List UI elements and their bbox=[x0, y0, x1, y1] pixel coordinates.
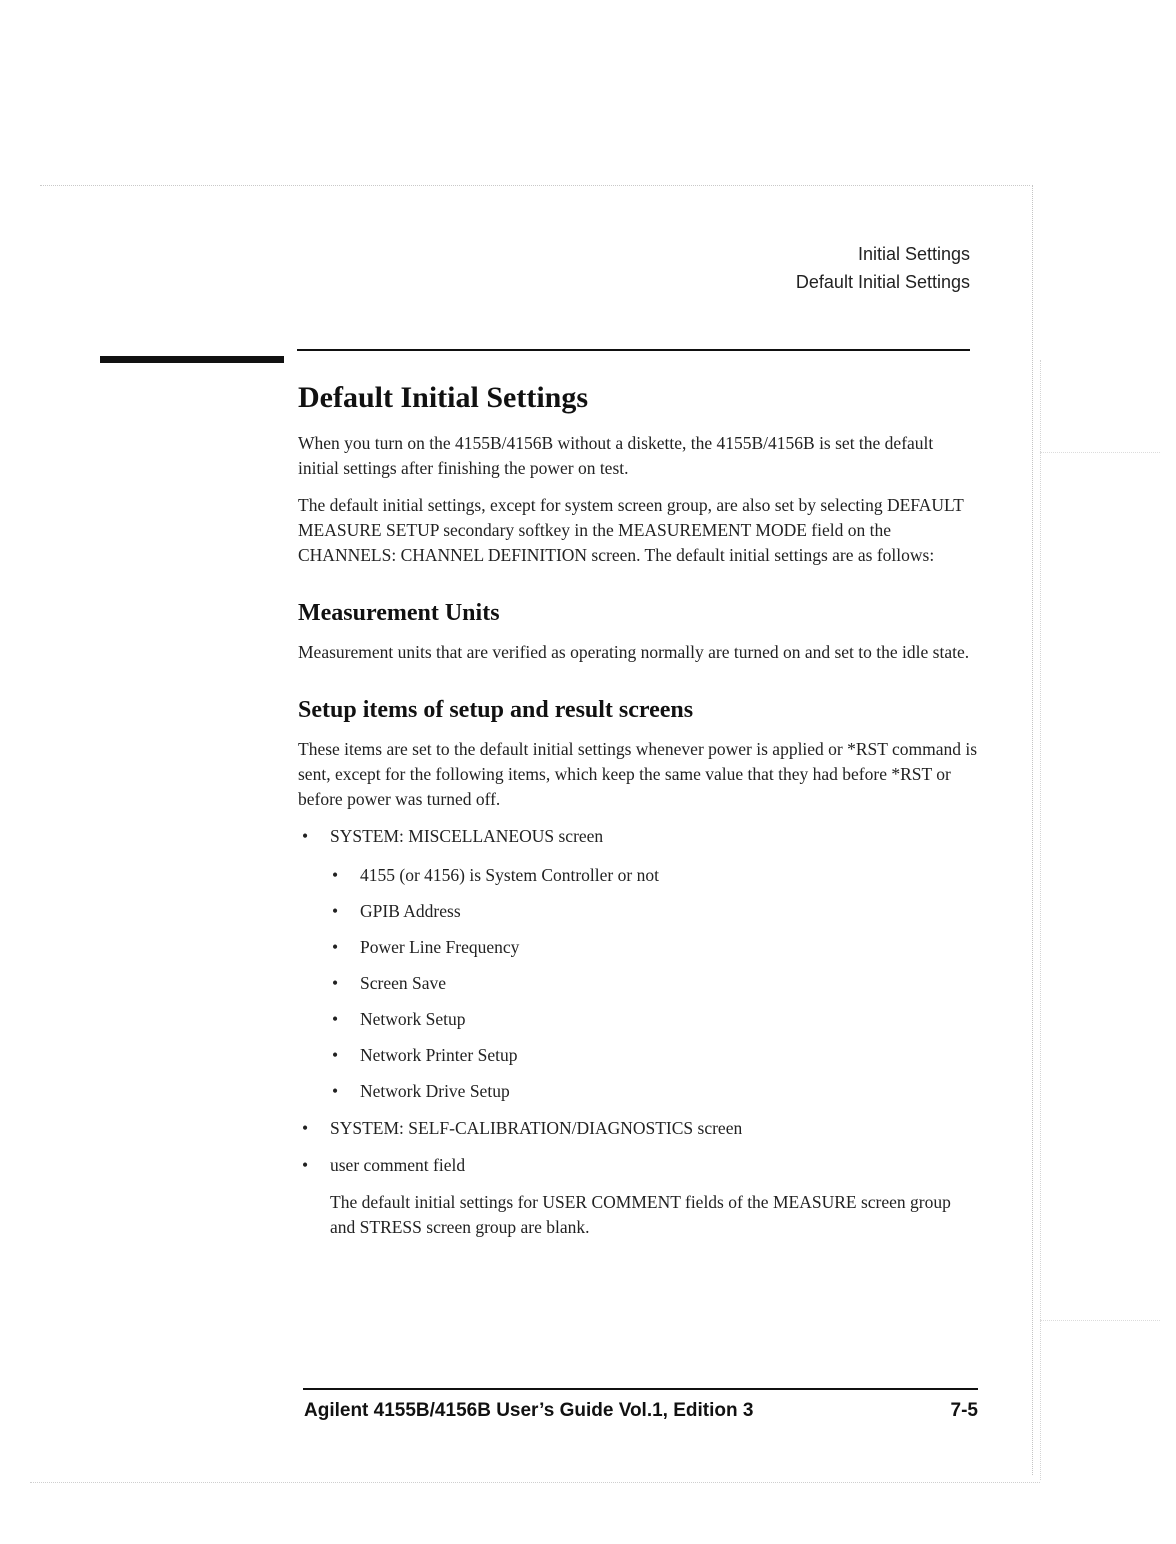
bullet: • bbox=[332, 901, 339, 921]
measurement-units-paragraph: Measurement units that are verified as operating normally are turned on and set to the idle state. bbox=[298, 642, 970, 662]
sub-list-item-text: Network Printer Setup bbox=[360, 1045, 518, 1065]
bullet: • bbox=[332, 973, 339, 993]
list-item bbox=[298, 1153, 978, 1178]
running-head-chapter: Initial Settings bbox=[857, 244, 970, 264]
sub-list-item bbox=[330, 1007, 978, 1032]
sub-list-item bbox=[330, 935, 978, 960]
sub-list-item-text: Power Line Frequency bbox=[360, 937, 520, 957]
user-comment-note: The default initial settings for USER COMMENT fields of the MEASURE screen group and STRESS screen group are blank. bbox=[330, 1192, 951, 1237]
sub-list-item bbox=[330, 863, 978, 888]
setup-items-paragraph: These items are set to the default initial settings whenever power is applied or *RST command is sent, except for the following items, which keep the same value that they had before *RST or before power was turned off. bbox=[298, 739, 978, 809]
intro-paragraph: When you turn on the 4155B/4156B without a diskette, the 4155B/4156B is set the default initial settings after finishing the power on test. bbox=[298, 433, 934, 478]
sub-list-item-text: Screen Save bbox=[360, 973, 447, 993]
sub-list-item-text: Network Setup bbox=[360, 1009, 466, 1029]
section-rule bbox=[297, 349, 970, 351]
bullet: • bbox=[332, 937, 339, 957]
scan-edge-top bbox=[40, 185, 1030, 186]
bullet: • bbox=[332, 865, 339, 885]
scan-mark bbox=[1040, 1320, 1160, 1321]
scan-edge-right bbox=[1032, 185, 1033, 1475]
sub-list bbox=[330, 863, 978, 1104]
heading-measurement-units: Measurement Units bbox=[298, 600, 500, 626]
bullet: • bbox=[302, 1118, 309, 1138]
heading-setup-items: Setup items of setup and result screens bbox=[298, 697, 694, 723]
scan-mark bbox=[1040, 452, 1160, 453]
list-item-text: SYSTEM: SELF-CALIBRATION/DIAGNOSTICS screen bbox=[330, 1118, 743, 1138]
sub-list-item-text: Network Drive Setup bbox=[360, 1081, 510, 1101]
footer-page-number: 7-5 bbox=[950, 1400, 978, 1421]
scan-edge-bottom bbox=[30, 1482, 1040, 1483]
sub-list-item-text: 4155 (or 4156) is System Controller or not bbox=[360, 865, 659, 885]
page-title: Default Initial Settings bbox=[298, 381, 589, 414]
sub-list-item-text: GPIB Address bbox=[360, 901, 461, 921]
running-head-section: Default Initial Settings bbox=[795, 272, 970, 292]
bullet: • bbox=[302, 1155, 309, 1175]
sub-list-item bbox=[330, 899, 978, 924]
footer-guide-title: Agilent 4155B/4156B User’s Guide Vol.1, Edition 3 bbox=[304, 1400, 754, 1421]
footer-rule bbox=[303, 1388, 978, 1390]
page-body bbox=[298, 380, 978, 1240]
sub-list-item bbox=[330, 1043, 978, 1068]
bullet: • bbox=[332, 1009, 339, 1029]
bullet: • bbox=[332, 1081, 339, 1101]
bullet: • bbox=[302, 826, 309, 846]
running-head bbox=[796, 240, 970, 296]
list-item-text: user comment field bbox=[330, 1155, 466, 1175]
scan-edge-right-outer bbox=[1040, 360, 1041, 1480]
list-item bbox=[298, 1116, 978, 1141]
list-item-text: SYSTEM: MISCELLANEOUS screen bbox=[330, 826, 604, 846]
sub-list-item bbox=[330, 971, 978, 996]
bullet: • bbox=[332, 1045, 339, 1065]
exception-list bbox=[298, 824, 978, 1178]
sub-list-item bbox=[330, 1079, 978, 1104]
list-item bbox=[298, 824, 978, 1104]
intro-paragraph: The default initial settings, except for system screen group, are also set by selecting DEFAULT MEASURE SETUP secondary softkey in the MEASUREMENT MODE field on the CHANNELS: CHANNEL DEFINITION screen. The default initial settings are as follows: bbox=[298, 495, 964, 565]
section-marker-bar bbox=[100, 356, 284, 363]
